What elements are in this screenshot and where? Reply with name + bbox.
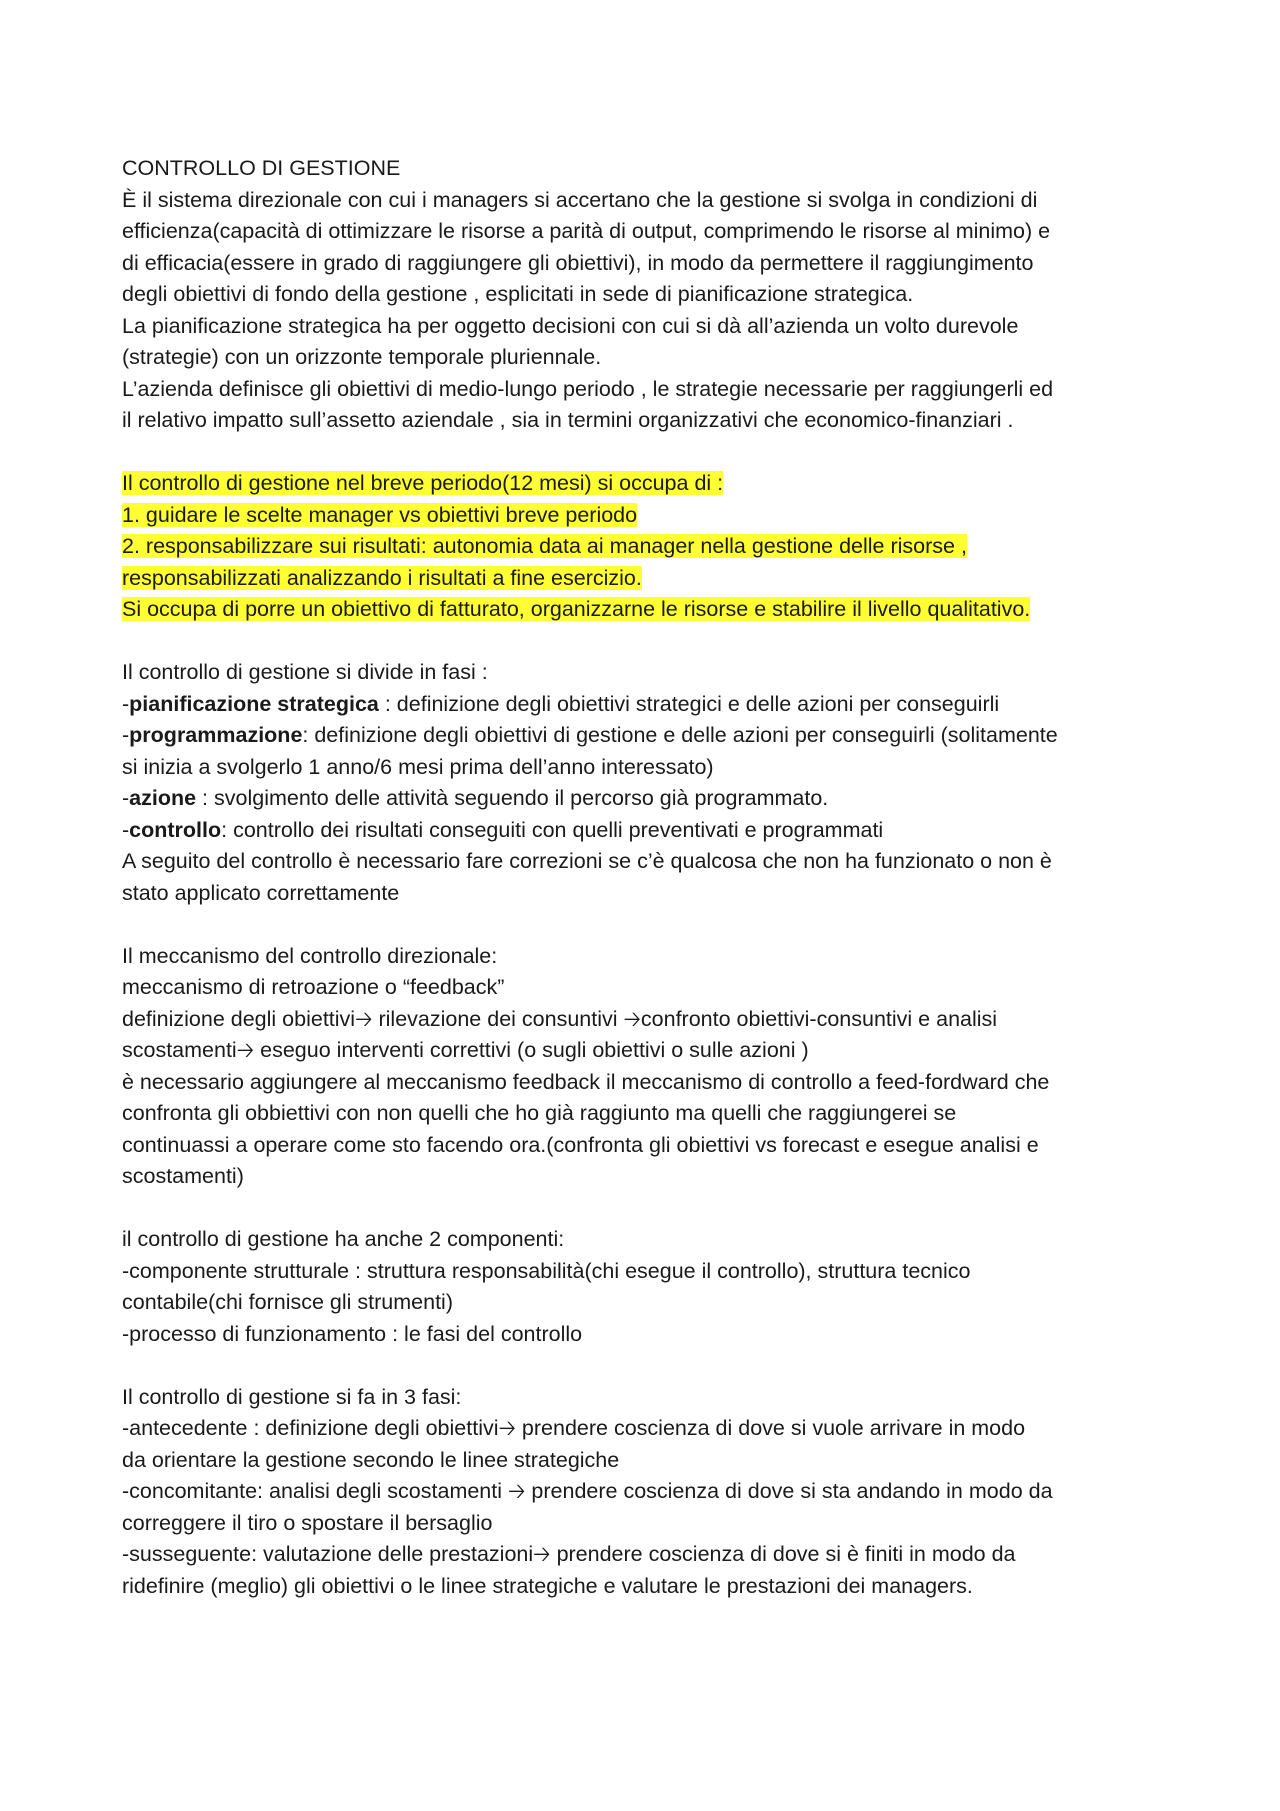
phase-item-cont: si inizia a svolgerlo 1 anno/6 mesi prima dell’anno interessato) [122, 754, 714, 779]
document-title: CONTROLLO DI GESTIONE [122, 156, 401, 180]
intro-line: efficienza(capacità di ottimizzare le risorse a parità di output, comprimendo le risorse al minimo) e [122, 219, 1051, 243]
document-page [122, 153, 1162, 1602]
arrow-right-icon: 🡢 [498, 1416, 516, 1441]
intro-line: degli obiettivi di fondo della gestione , esplicitati in sede di pianificazione strategica. [122, 282, 914, 306]
mechanism-sub: meccanismo di retroazione o “feedback” [122, 975, 505, 999]
feedback-flow: scostamenti🡢 eseguo interventi correttivi (o sugli obiettivi o sulle azioni ) [122, 1038, 809, 1063]
intro-line: il relativo impatto sull’assetto aziendale , sia in termini organizzativi che economico-finanziari . [122, 408, 1014, 432]
components-heading: il controllo di gestione ha anche 2 componenti: [122, 1227, 565, 1251]
intro-line: L’azienda definisce gli obiettivi di medio-lungo periodo , le strategie necessarie per raggiungerli ed [122, 376, 1054, 401]
three-phases-item: ridefinire (meglio) gli obiettivi o le linee strategiche e valutare le prestazioni dei managers. [122, 1573, 973, 1598]
phase-term: pianificazione strategica [129, 691, 379, 716]
feedforward-line: continuassi a operare come sto facendo ora.(confronta gli obiettivi vs forecast e esegue analisi e [122, 1132, 1039, 1157]
arrow-right-icon: 🡢 [623, 1006, 641, 1032]
arrow-right-icon: 🡢 [236, 1038, 255, 1063]
arrow-right-icon: 🡢 [508, 1479, 526, 1504]
phase-item: -azione : svolgimento delle attività seguendo il percorso già programmato. [122, 786, 829, 810]
highlighted-line: Si occupa di porre un obiettivo di fatturato, organizzarne le risorse e stabilire il livello qualitativo. [122, 597, 1031, 621]
phases-note: A seguito del controllo è necessario fare correzioni se c’è qualcosa che non ha funzionato o non è [122, 849, 1052, 873]
phase-item: -controllo: controllo dei risultati conseguiti con quelli preventivati e programmati [122, 817, 884, 842]
phases-note: stato applicato correttamente [122, 880, 400, 905]
three-phases-item: -antecedente : definizione degli obiettivi🡢 prendere coscienza di dove si vuole arrivare in modo [122, 1416, 1026, 1441]
component-item: contabile(chi fornisce gli strumenti) [122, 1290, 453, 1314]
feedforward-line: è necessario aggiungere al meccanismo feedback il meccanismo di controllo a feed-fordward che [122, 1069, 1050, 1094]
phase-term: controllo [129, 817, 222, 842]
intro-line: (strategie) con un orizzonte temporale pluriennale. [122, 345, 602, 369]
three-phases-heading: Il controllo di gestione si fa in 3 fasi: [122, 1384, 462, 1409]
phase-item: -pianificazione strategica : definizione degli obiettivi strategici e delle azioni per conseguirli [122, 691, 1000, 716]
three-phases-item: -concomitante: analisi degli scostamenti 🡢 prendere coscienza di dove si sta andando in modo da [122, 1479, 1053, 1504]
feedback-flow: definizione degli obiettivi🡢 rilevazione dei consuntivi 🡢confronto obiettivi-consuntivi e analisi [122, 1006, 998, 1032]
highlighted-line: responsabilizzati analizzando i risultati a fine esercizio. [122, 565, 642, 590]
intro-line: È il sistema direzionale con cui i managers si accertano che la gestione si svolga in condizioni di [122, 187, 1038, 212]
arrow-right-icon: 🡢 [533, 1542, 551, 1567]
highlighted-line: Il controllo di gestione nel breve periodo(12 mesi) si occupa di : [122, 471, 724, 495]
mechanism-heading: Il meccanismo del controllo direzionale: [122, 943, 498, 968]
component-item: -processo di funzionamento : le fasi del controllo [122, 1321, 583, 1346]
feedforward-line: scostamenti) [122, 1164, 244, 1188]
feedforward-line: confronta gli obbiettivi con non quelli che ho già raggiunto ma quelli che raggiungerei se [122, 1101, 957, 1125]
three-phases-item: correggere il tiro o spostare il bersaglio [122, 1510, 493, 1535]
phase-term: azione [129, 786, 197, 810]
highlighted-line: 1. guidare le scelte manager vs obiettivi breve periodo [122, 502, 638, 527]
phase-item: -programmazione: definizione degli obiettivi di gestione e delle azioni per conseguirli (solitamente [122, 723, 1058, 747]
component-item: -componente strutturale : struttura responsabilità(chi esegue il controllo), struttura tecnico [122, 1258, 971, 1283]
arrow-right-icon: 🡢 [355, 1006, 373, 1032]
intro-line: La pianificazione strategica ha per oggetto decisioni con cui si dà all’azienda un volto durevole [122, 313, 1019, 338]
three-phases-item: -susseguente: valutazione delle prestazioni🡢 prendere coscienza di dove si è finiti in modo da [122, 1542, 1016, 1567]
highlighted-line: 2. responsabilizzare sui risultati: autonomia data ai manager nella gestione delle risorse , [122, 534, 967, 558]
intro-line: di efficacia(essere in grado di raggiungere gli obiettivi), in modo da permettere il raggiungimento [122, 250, 1034, 275]
three-phases-item: da orientare la gestione secondo le linee strategiche [122, 1447, 620, 1472]
phases-heading: Il controllo di gestione si divide in fasi : [122, 660, 488, 684]
phase-term: programmazione [129, 723, 303, 747]
